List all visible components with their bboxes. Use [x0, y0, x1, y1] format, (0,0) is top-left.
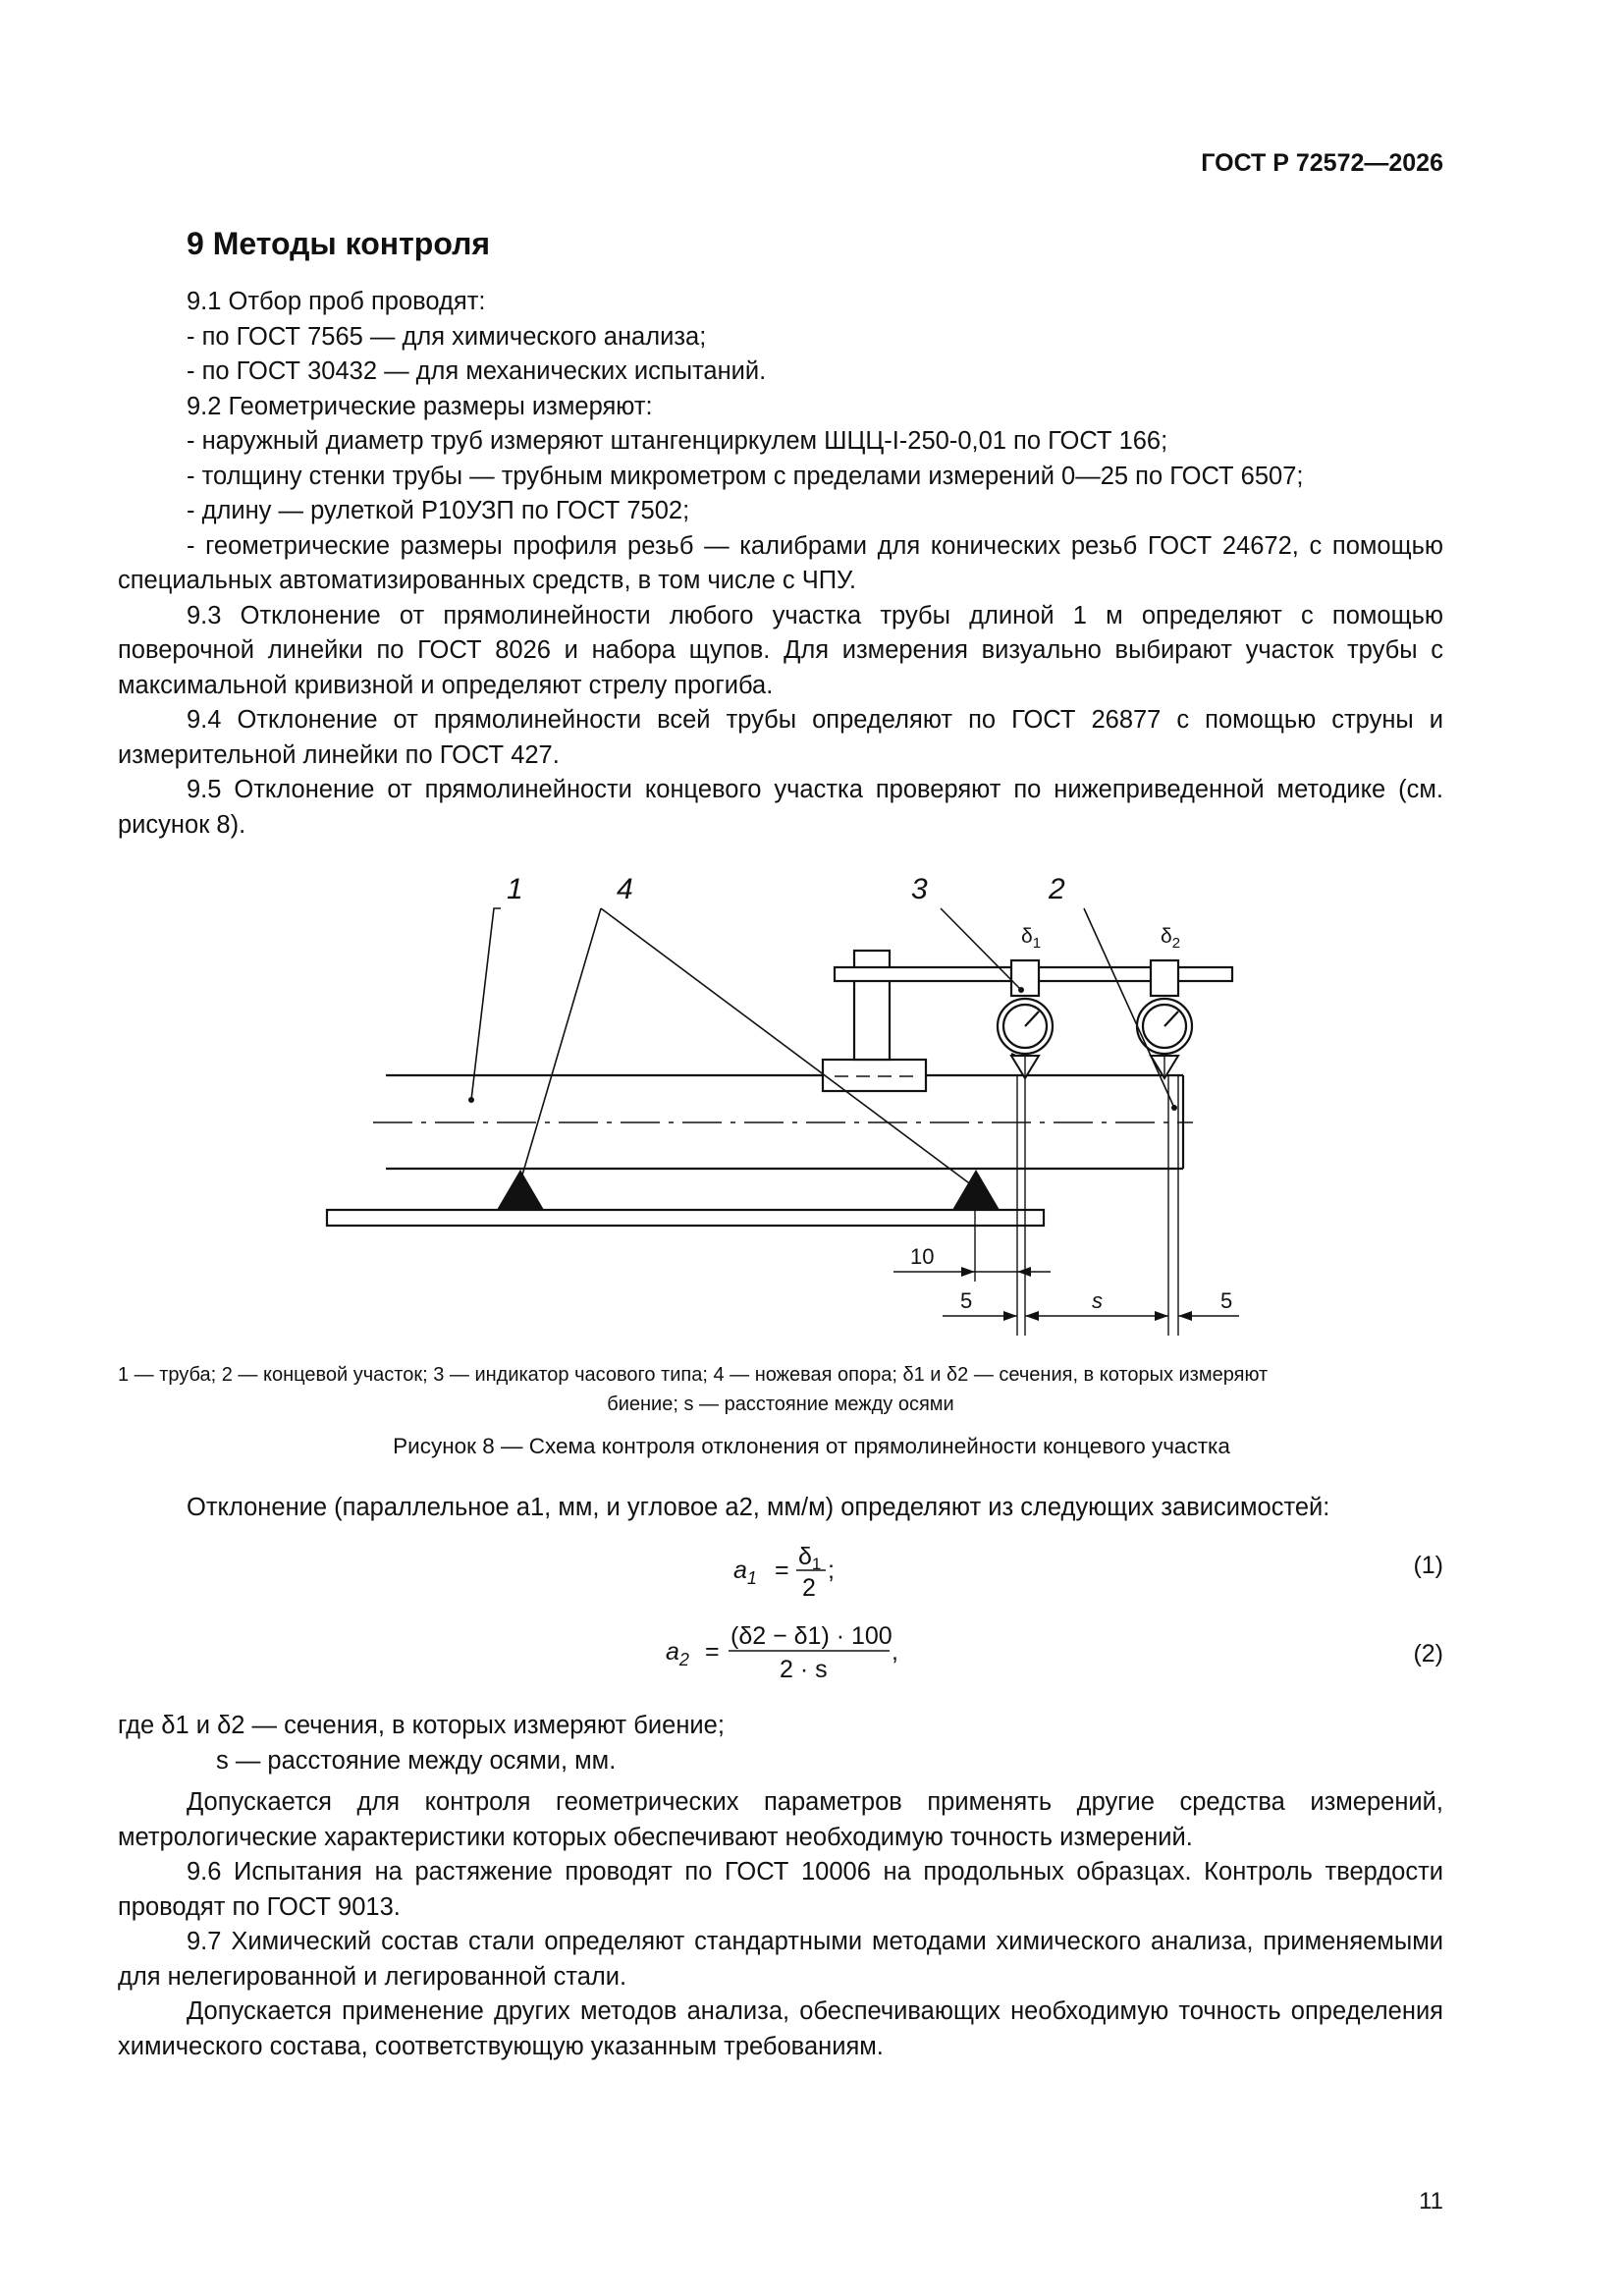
list-item: - по ГОСТ 30432 — для механических испытаний.	[187, 357, 767, 385]
formula-1	[731, 1537, 859, 1613]
svg-text:;: ;	[828, 1557, 835, 1584]
formula-where-line: s — расстояние между осями, мм.	[216, 1746, 617, 1775]
svg-text:=: =	[705, 1638, 720, 1666]
formula-1-number: (1)	[1413, 1552, 1443, 1579]
list-item: - геометрические размеры профиля резьб — калибрами для конических резьб ГОСТ 24672, с помощью специальных автоматизированных средств, в том числе с ЧПУ.	[118, 531, 1443, 594]
figure-legend-line: 1 — труба; 2 — концевой участок; 3 — индикатор часового типа; 4 — ножевая опора; δ1 и δ2 — сечения, в которых измеряют	[118, 1364, 1269, 1386]
svg-text:(δ2 − δ1) · 100: (δ2 − δ1) · 100	[730, 1622, 893, 1650]
para-allow-2: Допускается применение других методов анализа, обеспечивающих необходимую точность определения химического состава, соответствующую указанным требованиям.	[118, 1997, 1443, 2060]
formulas-intro	[118, 1491, 1443, 1526]
para-allow-1: Допускается для контроля геометрических параметров применять другие средства измерений, метрологические характеристики которых обеспечивают необходимую точность измерений.	[118, 1788, 1443, 1851]
svg-text:a1: $a_1$	[733, 1557, 757, 1588]
para-9-6: 9.6 Испытания на растяжение проводят по ГОСТ 10006 на продольных образцах. Контроль твердости проводят по ГОСТ 9013.	[118, 1858, 1443, 1921]
list-item: - наружный диаметр труб измеряют штангенциркулем ШЦЦ-I-250-0,01 по ГОСТ 166;	[187, 427, 1168, 455]
list-item: - по ГОСТ 7565 — для химического анализа;	[187, 322, 707, 351]
para-9-4: 9.4 Отклонение от прямолинейности всей трубы определяют по ГОСТ 26877 с помощью струны и измерительной линейки по ГОСТ 427.	[118, 706, 1443, 769]
svg-text:a2: $a_2$	[666, 1638, 689, 1669]
figure-dim-5-right: 5	[1220, 1288, 1233, 1313]
para-9-7: 9.7 Химический состав стали определяют стандартными методами химического анализа, применяемыми для нелегированной и легированной стали.	[118, 1928, 1443, 1991]
figure-label-knife-support: 4	[617, 873, 633, 905]
para-9-5: 9.5 Отклонение от прямолинейности концевого участка проверяют по нижеприведенной методике (см. рисунок 8).	[118, 776, 1443, 839]
page-number: 11	[1419, 2188, 1443, 2214]
section-title: 9 Методы контроля	[187, 226, 491, 261]
formula-2	[664, 1618, 919, 1694]
figure-dim-10: 10	[910, 1244, 935, 1269]
formula-where-line: где δ1 и δ2 — сечения, в которых измеряют биение;	[118, 1712, 725, 1739]
list-item: - толщину стенки трубы — трубным микрометром с пределами измерений 0—25 по ГОСТ 6507;	[187, 462, 1304, 490]
document-code: ГОСТ Р 72572—2026	[1201, 149, 1443, 177]
figure-legend-line: биение; s — расстояние между осями	[607, 1394, 954, 1415]
formula-where	[118, 1709, 1443, 1778]
figure-dim-s: s	[1092, 1288, 1103, 1313]
section-body-top	[118, 285, 1443, 843]
list-item: - длину — рулеткой Р10УЗП по ГОСТ 7502;	[187, 497, 690, 524]
para-9-3: 9.3 Отклонение от прямолинейности любого участка трубы длиной 1 м определяют с помощью поверочной линейки по ГОСТ 8026 и набора щупов. Для измерения визуально выбирают участок трубы с максимальной кривизной и определяют стрелу прогиба.	[118, 601, 1443, 699]
para-9-2: 9.2 Геометрические размеры измеряют:	[187, 392, 653, 420]
figure-label-indicator: 3	[911, 873, 928, 905]
section-body-bottom	[118, 1785, 1443, 2064]
figure-dim-5-left: 5	[960, 1288, 973, 1313]
figure-caption: Рисунок 8 — Схема контроля отклонения от прямолинейности концевого участка	[393, 1434, 1230, 1458]
figure-label-pipe: 1	[507, 873, 523, 905]
svg-text:2: 2	[802, 1574, 816, 1602]
formula-intro-text: Отклонение (параллельное a1, мм, и угловое a2, мм/м) определяют из следующих зависимостей:	[187, 1494, 1330, 1521]
figure-label-end-section: 2	[1049, 873, 1065, 905]
svg-text:,: ,	[892, 1638, 898, 1666]
svg-text:2 · s: 2 · s	[780, 1656, 828, 1683]
svg-text:=: =	[775, 1557, 789, 1584]
figure-legend	[118, 1360, 1443, 1419]
formula-2-number: (2)	[1413, 1640, 1443, 1667]
svg-text:δ1: $\delta_1$	[798, 1543, 822, 1573]
figure-label-delta1: $\delta_1$	[1021, 925, 1042, 952]
para-9-1: 9.1 Отбор проб проводят:	[187, 288, 486, 315]
figure-8-diagram	[295, 854, 1276, 1345]
figure-label-delta2: $\delta_2$	[1161, 925, 1181, 952]
